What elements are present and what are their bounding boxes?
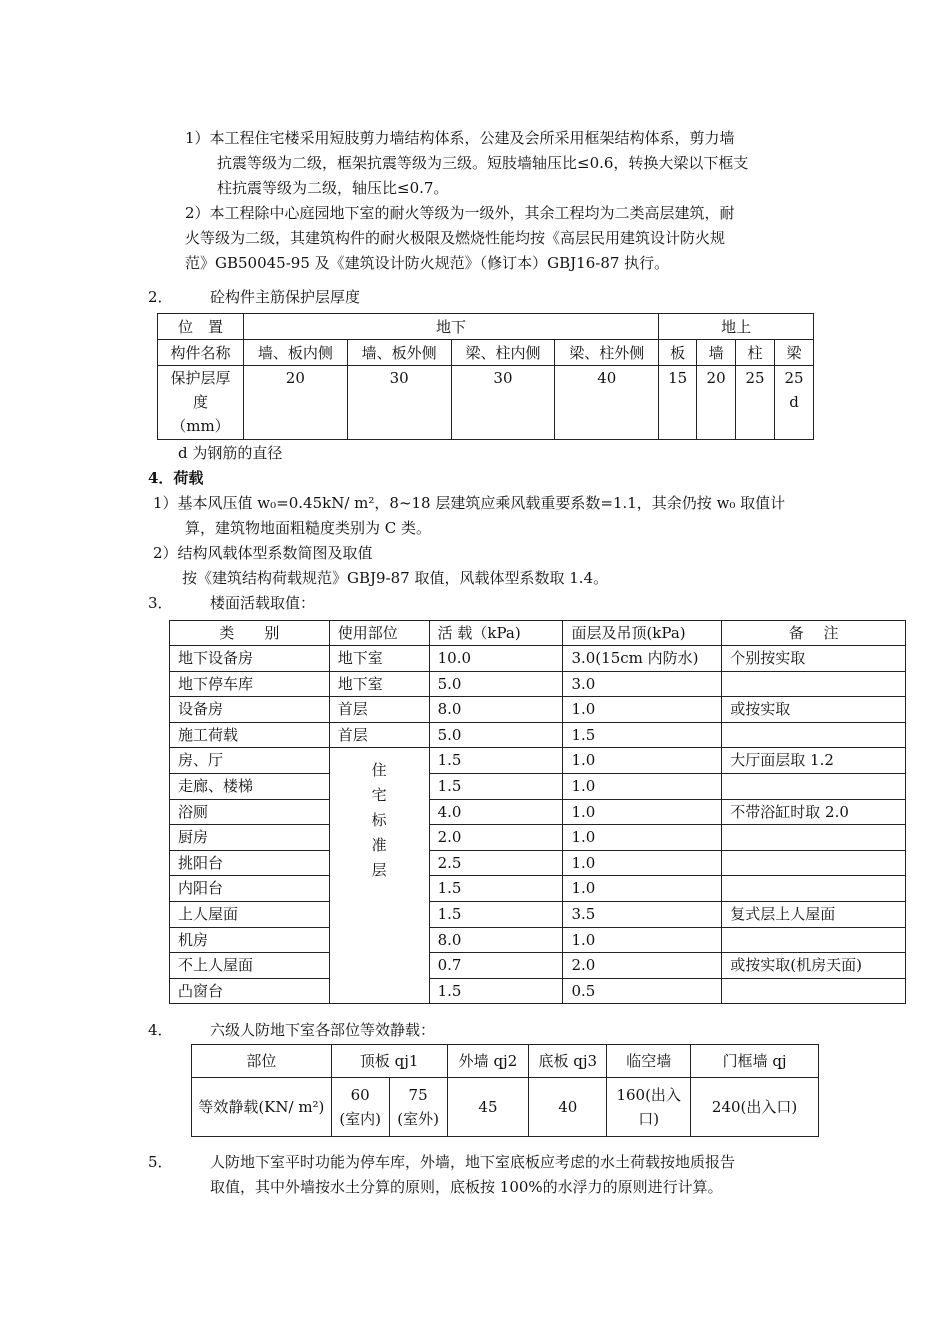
intro-p2-line3: 范》GB50045-95 及《建筑设计防火规范》（修订本）GBJ16-87 执行。 xyxy=(185,254,670,272)
table-cell: 1.0 xyxy=(563,773,722,799)
table-cell xyxy=(722,722,906,748)
cover-value: 25 xyxy=(736,366,775,440)
table-row xyxy=(170,978,906,1004)
roof-indoor xyxy=(331,1078,389,1137)
table-row xyxy=(170,671,906,697)
table-cell: 2.5 xyxy=(429,850,563,876)
table-cell: 不上人屋面 xyxy=(170,953,330,979)
table-cell: 地下设备房 xyxy=(170,646,330,672)
table-cell: 8.0 xyxy=(429,697,563,723)
sec5-number: 5． xyxy=(148,1153,173,1171)
civil-value: 45 xyxy=(447,1078,529,1137)
table-cell: 1.5 xyxy=(429,748,563,774)
civil-defense-table xyxy=(191,1044,819,1137)
table-cell: 挑阳台 xyxy=(170,850,330,876)
cover-value: 30 xyxy=(347,366,451,440)
merged-char: 住 xyxy=(371,761,387,780)
table-cell: 或按实取 xyxy=(722,697,906,723)
table-cell: 地下室 xyxy=(329,671,429,697)
table-cell: 施工荷载 xyxy=(170,722,330,748)
cover-value: 15 xyxy=(659,366,697,440)
table-cell: 10.0 xyxy=(429,646,563,672)
civil-header: 部位 xyxy=(192,1045,332,1078)
table-row xyxy=(170,850,906,876)
row-label-line: 度 xyxy=(192,393,208,411)
col-header: 梁、柱内侧 xyxy=(451,340,555,366)
intro-p2-line1: 2）本工程除中心庭园地下室的耐火等级为一级外，其余工程均为二类高层建筑，耐 xyxy=(185,204,735,222)
table-cell: 厨房 xyxy=(170,825,330,851)
table-cell: 首层 xyxy=(329,722,429,748)
table-cell: 1.5 xyxy=(429,876,563,902)
merged-char: 层 xyxy=(371,861,387,880)
table-row xyxy=(170,927,906,953)
table-cell: 首层 xyxy=(329,697,429,723)
table-cell: 1.0 xyxy=(563,825,722,851)
roof-outdoor-value: 75 xyxy=(408,1086,428,1104)
table-cell: 大厅面层取 1.2 xyxy=(722,748,906,774)
table-cell: 不带浴缸时取 2.0 xyxy=(722,799,906,825)
table-cell: 1.0 xyxy=(563,799,722,825)
cover-value-line: 25 xyxy=(784,369,804,387)
col-header: 梁 xyxy=(775,340,814,366)
load-header: 类 别 xyxy=(170,621,330,646)
civil-header: 临空墙 xyxy=(607,1045,691,1078)
table-cell xyxy=(722,978,906,1004)
row-label-line: （mm） xyxy=(171,417,230,435)
residential-standard-floor xyxy=(329,748,429,1004)
table-cell: 0.7 xyxy=(429,953,563,979)
intro-p2-line2: 火等级为二级，其建筑构件的耐火极限及燃烧性能均按《高层民用建筑设计防火规 xyxy=(185,229,726,247)
sec3-title: 楼面活载取值： xyxy=(210,594,316,612)
table-cell: 0.5 xyxy=(563,978,722,1004)
roof-outdoor xyxy=(389,1078,447,1137)
table-cell: 3.0 xyxy=(563,671,722,697)
sec3-number: 3． xyxy=(148,594,173,612)
col-header: 墙 xyxy=(697,340,736,366)
table-cell: 8.0 xyxy=(429,927,563,953)
name-label: 构件名称 xyxy=(158,340,244,366)
sec4b-number: 4． xyxy=(148,1021,173,1039)
table-cell xyxy=(722,825,906,851)
table-row xyxy=(170,773,906,799)
table-row xyxy=(170,799,906,825)
cover-value-last xyxy=(775,366,814,440)
table-cell: 1.0 xyxy=(563,927,722,953)
sec4b-title: 六级人防地下室各部位等效静载： xyxy=(210,1021,436,1039)
table-cell: 1.0 xyxy=(563,697,722,723)
table-row xyxy=(170,646,906,672)
col-header: 梁、柱外侧 xyxy=(555,340,659,366)
roof-indoor-value: 60 xyxy=(350,1086,370,1104)
civil-value: 240(出入口) xyxy=(691,1078,819,1137)
table-cell: 内阳台 xyxy=(170,876,330,902)
table-cell: 5.0 xyxy=(429,722,563,748)
civil-header: 门框墙 qj xyxy=(691,1045,819,1078)
table-cell: 个别按实取 xyxy=(722,646,906,672)
table-cell xyxy=(722,927,906,953)
underground-header: 地下 xyxy=(243,314,658,340)
table-row xyxy=(170,825,906,851)
col-header: 柱 xyxy=(736,340,775,366)
table-cell: 2.0 xyxy=(563,953,722,979)
cover-value: 40 xyxy=(555,366,659,440)
table-cell: 1.5 xyxy=(429,978,563,1004)
table-row xyxy=(170,722,906,748)
col-header: 墙、板内侧 xyxy=(243,340,347,366)
load-header: 活 载（kPa) xyxy=(429,621,563,646)
pos-label: 位 置 xyxy=(158,314,244,340)
sec5-line1: 人防地下室平时功能为停车库，外墙，地下室底板应考虑的水土荷载按地质报告 xyxy=(210,1153,736,1171)
cover-value: 20 xyxy=(243,366,347,440)
civil-header: 顶板 qj1 xyxy=(331,1045,447,1078)
civil-value: 160(出入口) xyxy=(607,1078,691,1137)
table-cell: 或按实取(机房天面) xyxy=(722,953,906,979)
table-row xyxy=(170,953,906,979)
aboveground-header: 地上 xyxy=(659,314,814,340)
table-cell: 1.0 xyxy=(563,748,722,774)
merged-char: 宅 xyxy=(371,786,387,805)
table-cell: 凸窗台 xyxy=(170,978,330,1004)
civil-header: 底板 qj3 xyxy=(529,1045,607,1078)
col-header: 墙、板外侧 xyxy=(347,340,451,366)
table-cell: 复式层上人屋面 xyxy=(722,901,906,927)
roof-outdoor-label: (室外) xyxy=(397,1110,439,1128)
table-cell: 房、厅 xyxy=(170,748,330,774)
col-header: 板 xyxy=(659,340,697,366)
table-cell: 设备房 xyxy=(170,697,330,723)
cover-value: 30 xyxy=(451,366,555,440)
table-cell: 4.0 xyxy=(429,799,563,825)
roof-indoor-label: (室内) xyxy=(339,1110,382,1128)
table-cell: 上人屋面 xyxy=(170,901,330,927)
wind-line2: 算，建筑物地面粗糙度类别为 C 类。 xyxy=(185,519,432,537)
table-cell xyxy=(722,773,906,799)
sec2-title: 砼构件主筋保护层厚度 xyxy=(210,288,361,306)
table-cell: 1.0 xyxy=(563,850,722,876)
row-label-line: 保护层厚 xyxy=(170,369,231,387)
table-cell: 3.0(15cm 内防水) xyxy=(563,646,722,672)
note-d: d 为钢筋的直径 xyxy=(178,444,283,462)
intro-p1-line1: 1）本工程住宅楼采用短肢剪力墙结构体系，公建及会所采用框架结构体系，剪力墙 xyxy=(185,129,735,147)
table-cell: 地下室 xyxy=(329,646,429,672)
wind-line4: 按《建筑结构荷载规范》GBJ9-87 取值，风载体型系数取 1.4。 xyxy=(182,569,609,587)
sec4-title: 4．荷载 xyxy=(148,469,204,487)
table-cell xyxy=(722,876,906,902)
table-cell: 浴厕 xyxy=(170,799,330,825)
table-cell: 1.5 xyxy=(563,722,722,748)
table-cell: 1.5 xyxy=(429,773,563,799)
load-header: 使用部位 xyxy=(329,621,429,646)
cover-table xyxy=(157,313,814,440)
merged-char: 标 xyxy=(371,811,387,830)
table-cell: 3.5 xyxy=(563,901,722,927)
table-cell: 1.0 xyxy=(563,876,722,902)
table-row xyxy=(170,697,906,723)
load-header: 面层及吊顶(kPa) xyxy=(563,621,722,646)
table-cell: 1.5 xyxy=(429,901,563,927)
row-label xyxy=(158,366,244,440)
table-row xyxy=(170,876,906,902)
cover-value: 20 xyxy=(697,366,736,440)
table-cell: 2.0 xyxy=(429,825,563,851)
intro-p1-line3: 柱抗震等级为二级，轴压比≤0.7。 xyxy=(217,179,449,197)
civil-row-label: 等效静载(KN/ m²) xyxy=(192,1078,332,1137)
intro-p1-line2: 抗震等级为二级，框架抗震等级为三级。短肢墙轴压比≤0.6，转换大梁以下框支 xyxy=(217,154,749,172)
table-cell xyxy=(722,850,906,876)
civil-value: 40 xyxy=(529,1078,607,1137)
load-table xyxy=(169,620,906,1004)
cover-value-line: d xyxy=(789,393,799,411)
wind-line1: 1）基本风压值 w₀=0.45kN/ m²，8~18 层建筑应乘风载重要系数=1.1，其余仍按 w₀ 取值计 xyxy=(153,494,786,512)
table-cell: 地下停车库 xyxy=(170,671,330,697)
table-row xyxy=(170,748,906,774)
load-header: 备 注 xyxy=(722,621,906,646)
table-cell: 机房 xyxy=(170,927,330,953)
table-cell xyxy=(722,671,906,697)
sec2-number: 2． xyxy=(148,288,173,306)
merged-char: 准 xyxy=(371,836,387,855)
wind-line3: 2）结构风载体型系数简图及取值 xyxy=(153,544,373,562)
table-cell: 5.0 xyxy=(429,671,563,697)
sec5-line2: 取值，其中外墙按水土分算的原则，底板按 100%的水浮力的原则进行计算。 xyxy=(210,1178,723,1196)
civil-header: 外墙 qj2 xyxy=(447,1045,529,1078)
table-cell: 走廊、楼梯 xyxy=(170,773,330,799)
table-row xyxy=(170,901,906,927)
